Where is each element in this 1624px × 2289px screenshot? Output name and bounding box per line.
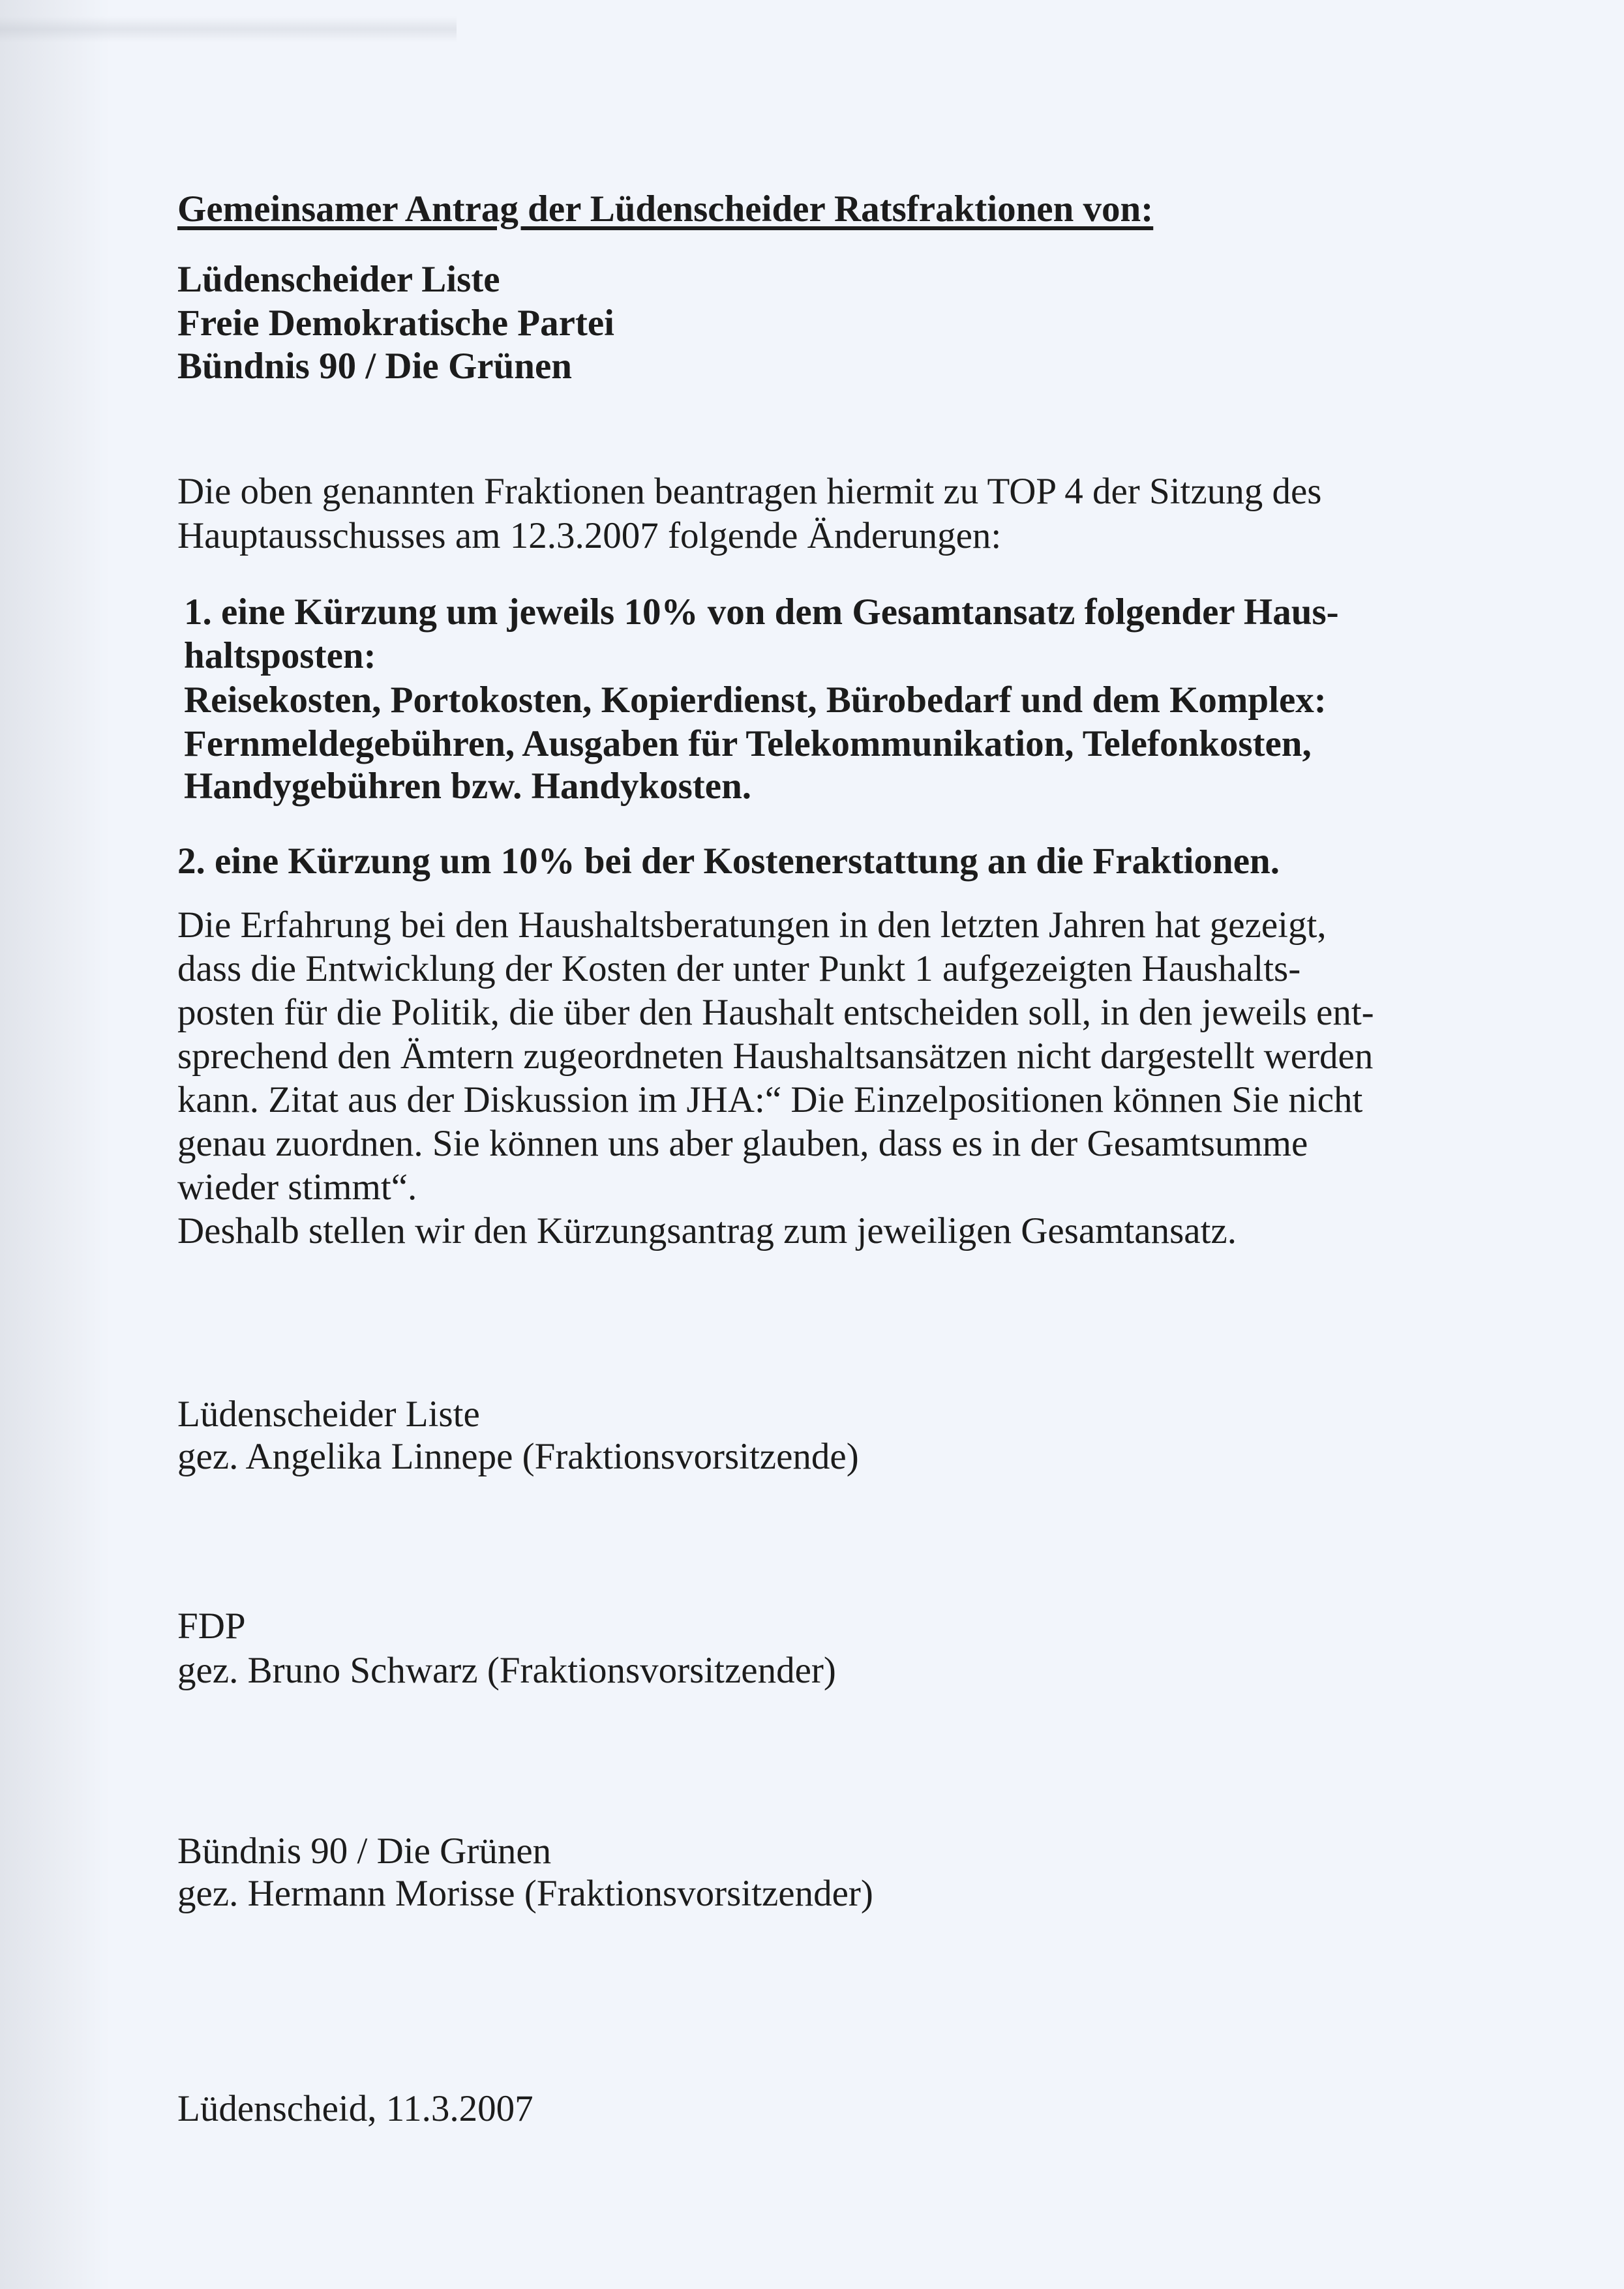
item2-line: 2. eine Kürzung um 10% bei der Kostenerstattung an die Fraktionen. (177, 841, 1280, 882)
item1-line: Fernmeldegebühren, Ausgaben für Telekommunikation, Telefonkosten, (184, 723, 1312, 764)
document-title: Gemeinsamer Antrag der Lüdenscheider Ratsfraktionen von: (177, 188, 1154, 230)
signature-name: gez. Angelika Linnepe (Fraktionsvorsitzende) (177, 1436, 859, 1477)
party-line: Bündnis 90 / Die Grünen (177, 346, 573, 387)
item1-line: 1. eine Kürzung um jeweils 10% von dem Gesamtansatz folgender Haus- (184, 591, 1339, 633)
intro-line: Hauptausschusses am 12.3.2007 folgende Änderungen: (177, 515, 1002, 556)
item1-line: Reisekosten, Portokosten, Kopierdienst, Bürobedarf und dem Komplex: (184, 680, 1327, 721)
place-date: Lüdenscheid, 11.3.2007 (177, 2088, 534, 2129)
signature-party: Lüdenscheider Liste (177, 1394, 480, 1435)
item1-line: Handygebühren bzw. Handykosten. (184, 766, 752, 807)
party-line: Freie Demokratische Partei (177, 303, 615, 344)
reason-line: posten für die Politik, die über den Haushalt entscheiden soll, in den jeweils ent- (177, 992, 1374, 1033)
intro-line: Die oben genannten Fraktionen beantragen hiermit zu TOP 4 der Sitzung des (177, 471, 1322, 512)
reason-line: dass die Entwicklung der Kosten der unter Punkt 1 aufgezeigten Haushalts- (177, 948, 1301, 989)
reason-line: Die Erfahrung bei den Haushaltsberatungen in den letzten Jahren hat gezeigt, (177, 905, 1327, 946)
signature-party: Bündnis 90 / Die Grünen (177, 1831, 552, 1872)
signature-name: gez. Hermann Morisse (Fraktionsvorsitzender) (177, 1873, 873, 1914)
scan-top-shadow (0, 16, 457, 42)
party-line: Lüdenscheider Liste (177, 259, 500, 300)
reason-line: wieder stimmt“. (177, 1167, 417, 1208)
signature-party: FDP (177, 1606, 246, 1647)
scan-edge-shadow (0, 0, 111, 2289)
reason-line: kann. Zitat aus der Diskussion im JHA:“ Die Einzelpositionen können Sie nicht (177, 1079, 1363, 1120)
reason-line: sprechend den Ämtern zugeordneten Haushaltsansätzen nicht dargestellt werden (177, 1036, 1374, 1077)
reason-line: genau zuordnen. Sie können uns aber glauben, dass es in der Gesamtsumme (177, 1123, 1308, 1164)
item1-line: haltsposten: (184, 635, 376, 676)
signature-name: gez. Bruno Schwarz (Fraktionsvorsitzender) (177, 1650, 836, 1691)
reason-line: Deshalb stellen wir den Kürzungsantrag zum jeweiligen Gesamtansatz. (177, 1210, 1237, 1251)
